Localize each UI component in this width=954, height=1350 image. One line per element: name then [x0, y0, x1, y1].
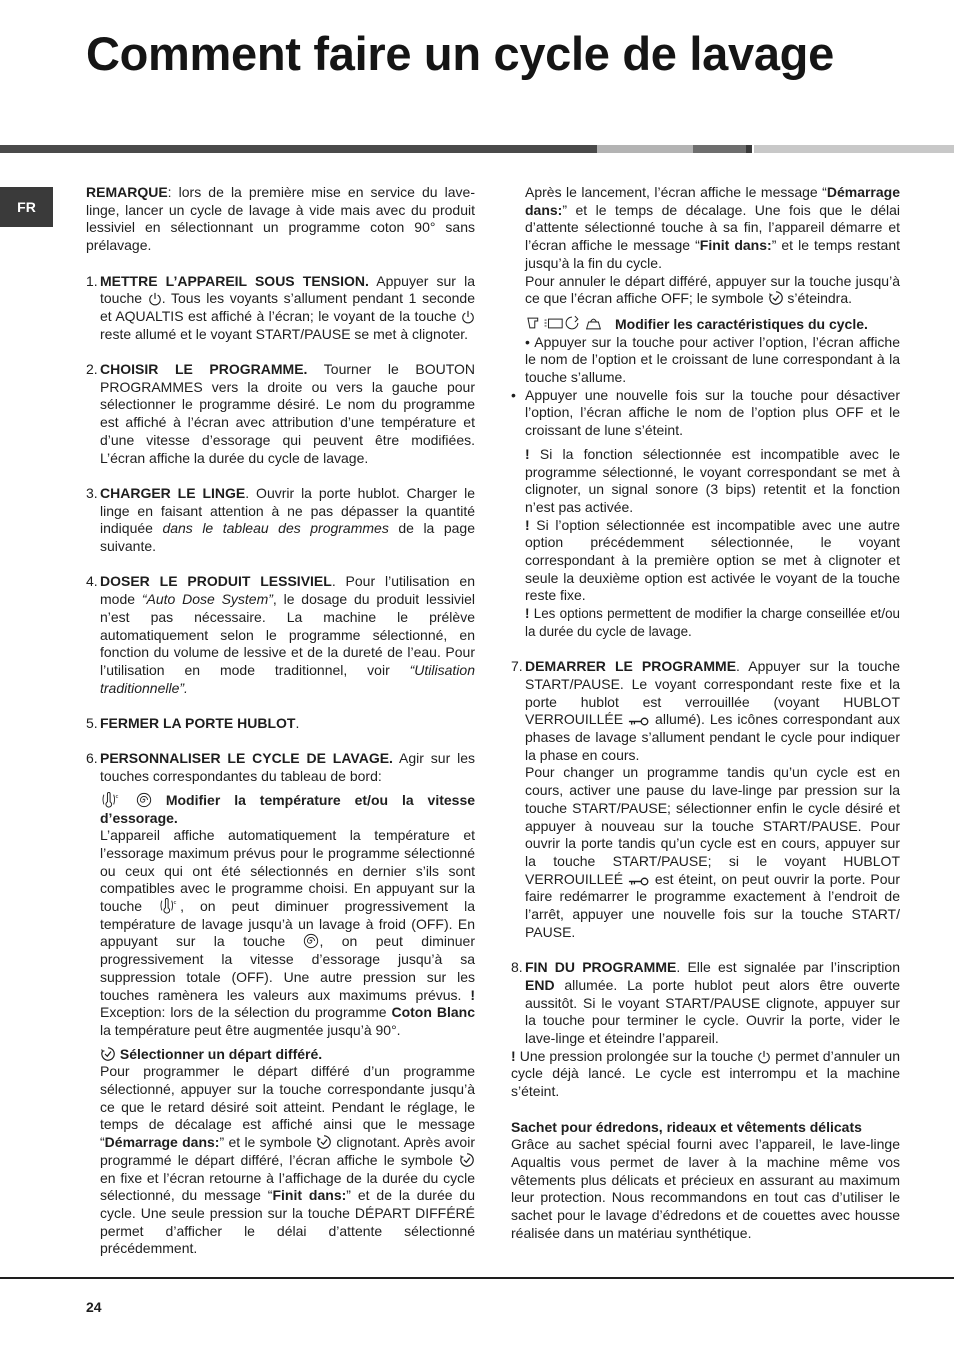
step-3: 3. CHARGER LE LINGE. Ouvrir la porte hublot. Charger le linge en faisant attention à ne pas dépasser la quantité indiquée dans le tableau des programmes de la page suivante. [86, 484, 476, 555]
step-5: 5. FERMER LA PORTE HUBLOT. [86, 715, 300, 732]
page-number: 24 [86, 1299, 102, 1315]
page-title: Comment faire un cycle de lavage [86, 27, 834, 80]
warnings: ! Si la fonction sélectionnée est incompatible avec le programme sélectionné, le voyant correspondant se met à clignoter, un signal sonore (3 bips) retentit et la fonction n’est pas activée. ! Si l’option sélectionnée est incompatible avec une autre option précédemment sélectionnée, le voyant correspondant à la première option se met à clignoter et seule la deuxième option est activée le voyant de la touche reste fixe. ! Les options permettent de modifier la charge conseillée et/ou la durée du cycle de lavage. [525, 445, 900, 639]
spin-icon [303, 933, 319, 949]
delay-icon [316, 1134, 332, 1150]
sachet-paragraph: Grâce au sachet spécial fourni avec l’appareil, le lave-linge Aqualtis vous permet de laver à la machine même vos vêtements plus délicats et précieux en assurant au maximum leur protection. Nous recommandons en tout cas d’utiliser le sachet pour le lavage d’édredons et de couettes avec housse réalisée dans un matériau synthétique. [511, 1136, 900, 1241]
right-column [511, 184, 900, 1242]
temperature-spin-section: Modifier la température et/ou la vitesse d’essorage. L’appareil affiche automatiquement la température et l’essorage maximum prévus pour le programme sélectionné ou ceux qui ont été sélectionnés en dernier s’ils sont compatibles avec le programme choisi. En appuyant sur la touche , on peut diminuer progressivement la température de lavage jusqu’à un lavage à froid (OFF). En appuyant sur la touche , on peut diminuer progressivement la vitesse d’essorage jusqu’à sa suppression totale (OFF). Une autre pression sur les touches ramènera les valeurs aux maximums prévus. ! Exception: lors de la sélection du programme Coton Blanc la température peut être augmentée jusqu’à 90°. Sélectionner un départ différé. Pour programmer le départ différé d’un programme sélectionné, appuyer sur la touche correspondante jusqu’à ce que le retard désiré soit atteint. Pendant le réglage, le temps de décalage est affiché ainsi que le message “Démarrage dans:” et le symbole clignotant. Après avoir programmé le départ différé, l’écran affiche le symbole en fixe et l’écran retourne à l’affichage de la durée du cycle sélectionné, du message “Finit dans:” et de la durée du cycle. Une seule pression sur la touche DÉPART DIFFÉRÉ permet d’afficher le délai d’attente sélectionné précédemment. [100, 791, 476, 1257]
step-1: 1. METTRE L’APPAREIL SOUS TENSION. Appuyer sur la touche . Tous les voyants s’allument pendant 1 seconde et AQUALTIS est affiché à l’écran; le voyant de la touche reste allumé et le voyant START/PAUSE se met à clignoter. [86, 272, 475, 342]
remarque-paragraph: REMARQUE: lors de la première mise en service du lave-linge, lancer un cycle de lavage à vide mais avec du produit lessiviel en sélectionnant un programme coton 90° sans prélavage. [86, 184, 475, 254]
language-tab: FR [0, 187, 53, 227]
footer-rule [0, 1277, 954, 1279]
sachet-heading: Sachet pour édredons, rideaux et vêtements délicats [511, 1118, 862, 1135]
temperature-icon [100, 792, 122, 808]
temperature-icon [158, 898, 180, 914]
step-2: 2. CHOISIR LE PROGRAMME. Tourner le BOUTON PROGRAMMES vers la droite ou vers la gauche pour sélectionner le programme désiré. Le nom du programme est affiché à l’écran avec attribution d’une température et d’une vitesse d’essorage qui peuvent être modifiées. L’écran affiche la durée du cycle de lavage. [86, 361, 475, 466]
header-bar-segment [693, 145, 746, 153]
spin-icon [136, 792, 152, 808]
step-7: 7. DEMARRER LE PROGRAMME. Appuyer sur la touche START/PAUSE. Le voyant correspondant reste fixe et la porte hublot est verrouillée (voyant HUBLOT VERROUILLÉE allumé). Les icônes correspondant aux phases de lavage s’allument pendant le cycle pour indiquer la phase en cours. Pour changer un programme tandis qu’un cycle est en cours, activer une pause du lave-linge par pression sur la touche START/PAUSE; sélectionner enfin le cycle désiré et appuyer à nouveau sur la touche START/PAUSE. Pour ouvrir la porte tandis qu’un cycle est en cours, appuyer sur la touche START/PAUSE; si le voyant HUBLOT VERROUILLEÉ est éteint, on peut ouvrir la porte. Pour faire redémarrer le programme exactement à l’endroit de l’arrêt, appuyer une nouvelle fois sur la touche START/ PAUSE. [511, 658, 900, 940]
power-icon [148, 292, 162, 306]
power-icon [461, 310, 475, 324]
lock-icon [628, 716, 650, 727]
header-bar-dark [0, 145, 597, 153]
step-4: 4. DOSER LE PRODUIT LESSIVIEL. Pour l’utilisation en mode “Auto Dose System”, le dosage du produit lessiviel n’est pas nécessaire. La machine le prélève automatiquement selon le programme sélectionné, en fonction du volume de lessive et de la dureté de l’eau. Pour l’utilisation en mode traditionnel, voir “Utilisation traditionnelle”. [86, 573, 475, 696]
option-bullet: • Appuyer sur la touche pour activer l’option, l’écran affiche le nom de l’option et le croissant de lune correspondant à la touche s’allume. [525, 333, 900, 386]
power-icon [757, 1050, 771, 1064]
power-warning: ! Une pression prolongée sur la touche permet d’annuler un cycle déjà lancé. Le cycle est interrompu et la machine s’éteint. [511, 1047, 900, 1100]
option-bullet: • Appuyer une nouvelle fois sur la touche pour désactiver l’option, l’écran affiche le nom de l’option plus OFF et le croissant de lune s’éteint. [511, 386, 900, 439]
options-icons [525, 314, 615, 332]
delay-icon [100, 1046, 116, 1062]
delay-icon [459, 1152, 475, 1168]
left-column [86, 184, 475, 1258]
header-bar-segment [746, 145, 752, 153]
header-bar-light [754, 145, 954, 153]
lock-icon [628, 876, 650, 887]
step-8: 8. FIN DU PROGRAMME. Elle est signalée par l’inscription END allumée. La porte hublot peut alors être ouverte aussitôt. Si le voyant START/PAUSE clignote, appuyer sur la touche pour terminer le cycle. Ouvrir la porte, vider le lave-linge et éteindre l’appareil. [511, 959, 900, 1047]
delay-continued: Après le lancement, l’écran affiche le message “Démarrage dans:” et le temps de décalage. Une fois que le délai d’attente sélectionné touche à sa fin, l’appareil démarre et l’écran affiche le message “Finit dans:” et le temps restant jusqu’à la fin du cycle. Pour annuler le départ différé, appuyer sur la touche jusqu’à ce que l’écran affiche OFF; le symbole s’éteindra. Modifier les caractéristiques du cycle. • Appuyer sur la touche pour activer l’option, l’écran affiche le nom de l’option et le croissant de lune correspondant à la touche s’allume. [525, 184, 900, 386]
header-bar-segment [597, 145, 693, 153]
delay-icon [768, 290, 784, 306]
step-6: 6. PERSONNALISER LE CYCLE DE LAVAGE. Agir sur les touches correspondantes du tableau de bord: [86, 750, 475, 785]
